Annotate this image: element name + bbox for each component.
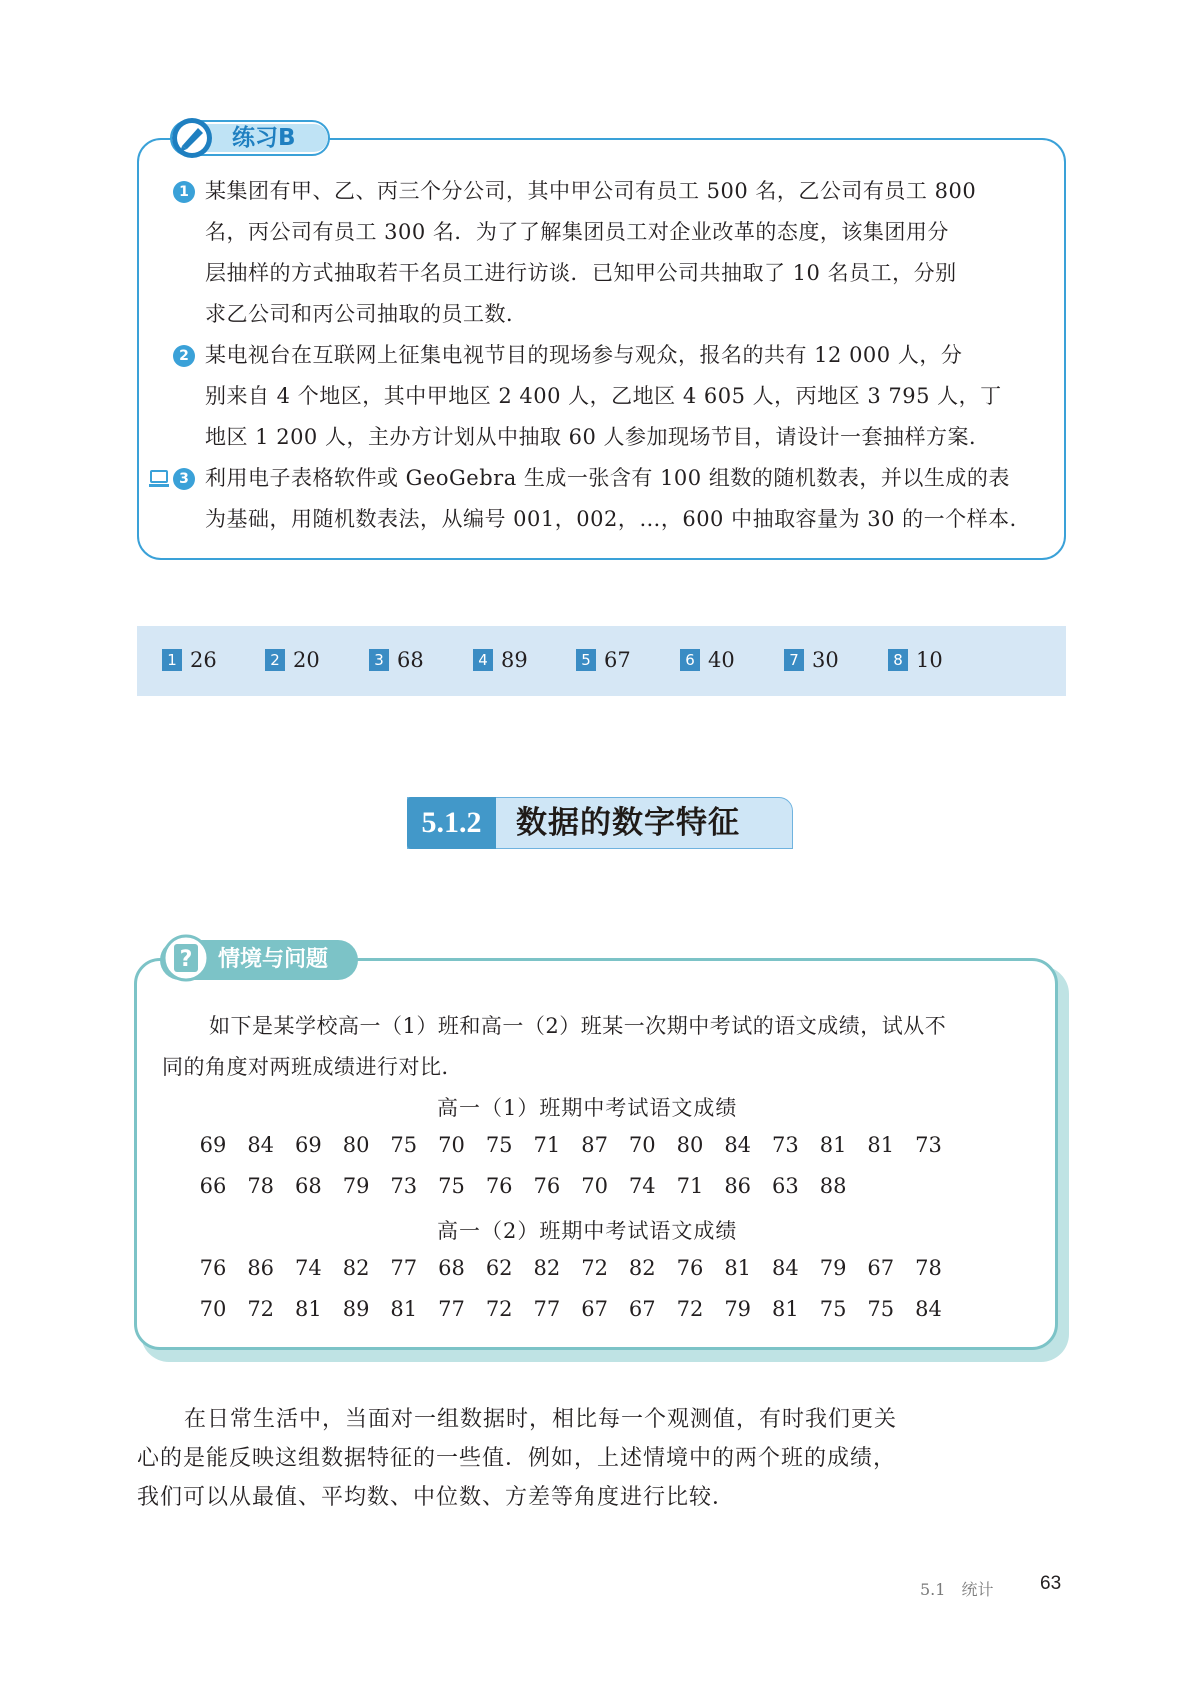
context-intro-line-1: 如下是某学校高一（1）班和高一（2）班某一次期中考试的语文成绩，试从不 — [209, 1014, 947, 1038]
score-cell: 79 — [819, 1256, 847, 1280]
answer-index: 1 — [162, 649, 182, 671]
score-cell: 77 — [533, 1297, 561, 1321]
score-cell: 75 — [819, 1297, 847, 1321]
score-cell: 81 — [295, 1297, 322, 1321]
score-cell: 82 — [628, 1256, 656, 1280]
answer-value: 67 — [604, 648, 631, 672]
score-cell: 84 — [247, 1133, 275, 1157]
exercise-b-title: 练习B — [232, 125, 296, 151]
section-title: 数据的数字特征 — [516, 805, 740, 841]
score-cell: 74 — [295, 1256, 322, 1280]
score-cell: 66 — [199, 1174, 227, 1198]
context-intro-line-2: 同的角度对两班成绩进行对比． — [162, 1055, 463, 1079]
score-cell: 76 — [533, 1174, 561, 1198]
score-cell: 69 — [295, 1133, 322, 1157]
page-number: 63 — [1040, 1573, 1062, 1594]
score-cell: 89 — [342, 1297, 370, 1321]
score-cell: 68 — [295, 1174, 322, 1198]
problem-3 — [205, 458, 1035, 540]
score-cell: 78 — [247, 1174, 275, 1198]
score-cell: 73 — [915, 1133, 942, 1157]
score-cell: 82 — [342, 1256, 370, 1280]
body-line-3: 我们可以从最值、平均数、中位数、方差等角度进行比较． — [137, 1484, 736, 1509]
answer-index: 6 — [680, 649, 700, 671]
score-cell: 72 — [247, 1297, 275, 1321]
answer-index: 8 — [888, 649, 908, 671]
answer-index: 2 — [265, 649, 285, 671]
problem-2-line-1: 某电视台在互联网上征集电视节目的现场参与观众，报名的共有 12 000 人，分 — [205, 343, 963, 367]
answer-index: 7 — [784, 649, 804, 671]
score-cell: 82 — [533, 1256, 561, 1280]
body-line-1: 在日常生活中，当面对一组数据时，相比每一个观测值，有时我们更关 — [184, 1406, 898, 1431]
score-cell: 76 — [676, 1256, 704, 1280]
answer-value: 10 — [916, 648, 943, 672]
problem-1-line-1: 某集团有甲、乙、丙三个分公司，其中甲公司有员工 500 名，乙公司有员工 800 — [205, 179, 977, 203]
answer-item — [265, 648, 320, 672]
answer-index: 3 — [369, 649, 389, 671]
answer-item — [473, 648, 528, 672]
score-cell: 70 — [438, 1133, 465, 1157]
score-cell: 67 — [867, 1256, 895, 1280]
problem-3-line-2: 为基础，用随机数表法，从编号 001，002，…，600 中抽取容量为 30 的一个样本． — [205, 507, 1032, 531]
answer-value: 40 — [708, 648, 735, 672]
svg-text:?: ? — [179, 947, 193, 972]
score-cell: 81 — [724, 1256, 752, 1280]
score-cell: 67 — [581, 1297, 608, 1321]
score-cell: 73 — [390, 1174, 418, 1198]
score-cell: 88 — [819, 1174, 847, 1198]
answer-value: 89 — [501, 648, 528, 672]
answer-item — [680, 648, 735, 672]
class2-caption: 高一（2）班期中考试语文成绩 — [437, 1219, 738, 1243]
answer-index: 5 — [576, 649, 596, 671]
score-cell: 78 — [915, 1256, 942, 1280]
score-cell: 69 — [199, 1133, 227, 1157]
problem-2-number: 2 — [173, 345, 195, 367]
score-cell: 81 — [390, 1297, 418, 1321]
problem-1-line-3: 层抽样的方式抽取若干名员工进行访谈．已知甲公司共抽取了 10 名员工，分别 — [205, 261, 957, 285]
score-cell: 75 — [390, 1133, 418, 1157]
problem-2-line-2: 别来自 4 个地区，其中甲地区 2 400 人，乙地区 4 605 人，丙地区 3 795 人，丁 — [205, 384, 1002, 408]
score-cell: 73 — [772, 1133, 799, 1157]
problem-1-number: 1 — [173, 181, 195, 203]
context-title: 情境与问题 — [218, 947, 329, 972]
score-cell: 67 — [628, 1297, 656, 1321]
problem-1 — [205, 171, 1035, 335]
score-cell: 71 — [533, 1133, 561, 1157]
problem-1-line-2: 名，丙公司有员工 300 名．为了了解集团员工对企业改革的态度，该集团用分 — [205, 220, 949, 244]
score-cell: 77 — [390, 1256, 418, 1280]
score-cell: 75 — [485, 1133, 513, 1157]
score-cell: 72 — [485, 1297, 513, 1321]
score-cell: 70 — [199, 1297, 227, 1321]
computer-icon — [148, 470, 170, 488]
score-cell: 79 — [342, 1174, 370, 1198]
score-cell: 75 — [438, 1174, 465, 1198]
score-cell: 68 — [438, 1256, 465, 1280]
body-line-2: 心的是能反映这组数据特征的一些值．例如，上述情境中的两个班的成绩， — [137, 1445, 897, 1470]
score-cell: 72 — [676, 1297, 704, 1321]
problem-3-line-1: 利用电子表格软件或 GeoGebra 生成一张含有 100 组数的随机数表，并以生成的表 — [205, 466, 1010, 490]
score-cell: 84 — [772, 1256, 799, 1280]
score-cell: 70 — [628, 1133, 656, 1157]
answer-value: 26 — [190, 648, 217, 672]
pen-icon — [170, 116, 214, 160]
class1-caption: 高一（1）班期中考试语文成绩 — [437, 1096, 738, 1120]
score-cell: 84 — [724, 1133, 752, 1157]
answer-item — [888, 648, 943, 672]
score-cell: 86 — [724, 1174, 752, 1198]
score-cell: 87 — [581, 1133, 608, 1157]
score-cell: 74 — [628, 1174, 656, 1198]
score-cell: 63 — [772, 1174, 799, 1198]
score-cell: 77 — [438, 1297, 465, 1321]
score-cell: 80 — [676, 1133, 704, 1157]
score-cell: 76 — [199, 1256, 227, 1280]
answer-item — [784, 648, 839, 672]
question-icon — [162, 934, 210, 982]
score-cell: 86 — [247, 1256, 275, 1280]
score-cell: 71 — [676, 1174, 704, 1198]
answer-value: 20 — [293, 648, 320, 672]
score-cell: 75 — [867, 1297, 895, 1321]
score-cell: 76 — [485, 1174, 513, 1198]
score-cell: 84 — [915, 1297, 942, 1321]
footer-section: 5.1 统计 — [920, 1580, 994, 1599]
score-cell: 79 — [724, 1297, 752, 1321]
score-cell: 72 — [581, 1256, 608, 1280]
score-cell: 62 — [485, 1256, 513, 1280]
section-number: 5.1.2 — [421, 806, 482, 839]
score-cell: 81 — [772, 1297, 799, 1321]
score-cell: 70 — [581, 1174, 608, 1198]
answer-value: 68 — [397, 648, 424, 672]
problem-3-number: 3 — [173, 468, 195, 490]
problem-2 — [205, 335, 1035, 458]
answer-item — [576, 648, 631, 672]
problem-2-line-3: 地区 1 200 人，主办方计划从中抽取 60 人参加现场节目，请设计一套抽样方案． — [205, 425, 991, 449]
answer-item — [162, 648, 217, 672]
answer-index: 4 — [473, 649, 493, 671]
problem-1-line-4: 求乙公司和丙公司抽取的员工数． — [205, 302, 528, 326]
answer-value: 30 — [812, 648, 839, 672]
score-cell: 80 — [342, 1133, 370, 1157]
score-cell: 81 — [819, 1133, 847, 1157]
score-cell: 81 — [867, 1133, 895, 1157]
answer-item — [369, 648, 424, 672]
